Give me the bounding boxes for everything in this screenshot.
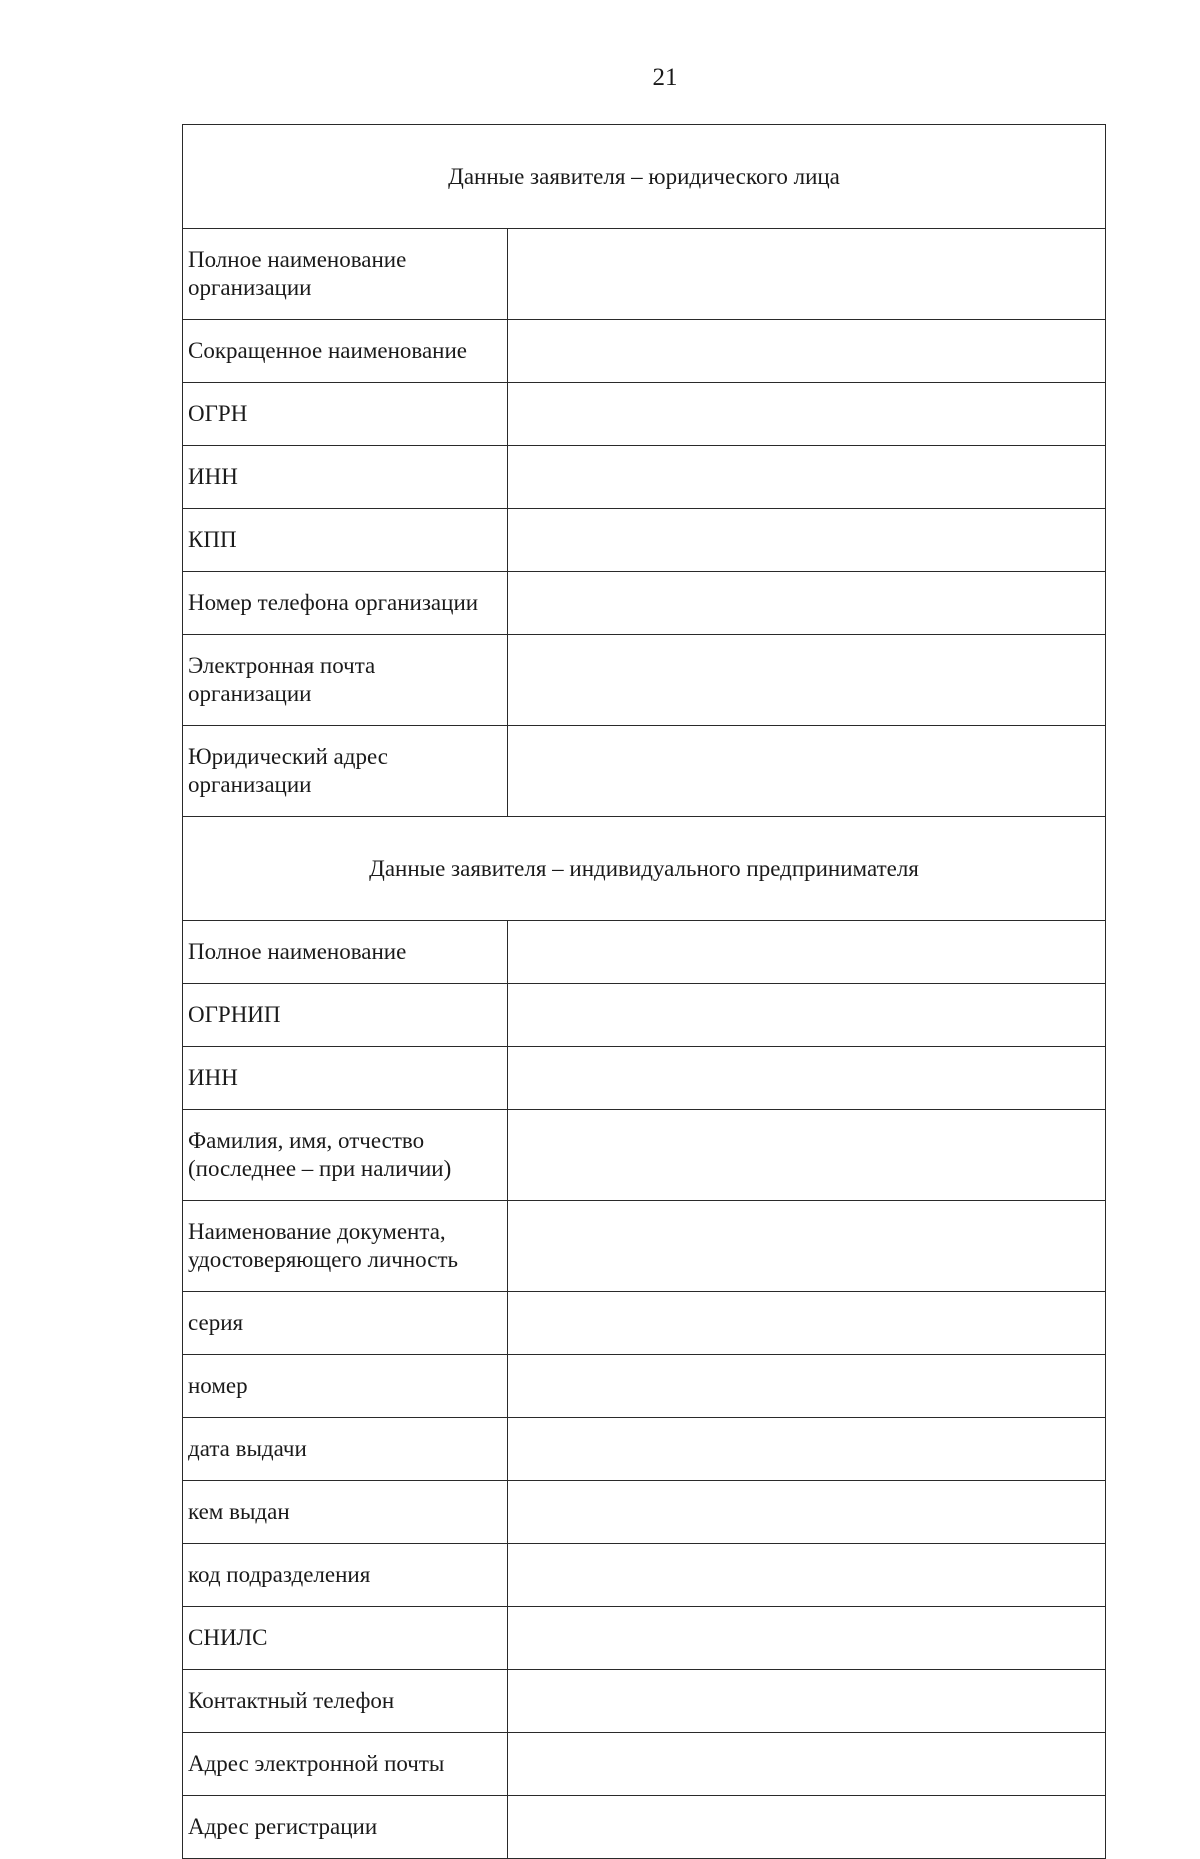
field-label: код подразделения xyxy=(183,1544,508,1607)
field-label: ОГРНИП xyxy=(183,984,508,1047)
field-label: КПП xyxy=(183,509,508,572)
field-label: Адрес регистрации xyxy=(183,1796,508,1859)
form-row xyxy=(183,1607,1106,1670)
field-label: дата выдачи xyxy=(183,1418,508,1481)
field-value-cell[interactable] xyxy=(508,726,1106,817)
field-value-cell[interactable] xyxy=(508,1670,1106,1733)
form-row xyxy=(183,984,1106,1047)
field-label: СНИЛС xyxy=(183,1607,508,1670)
field-label: Адрес электронной почты xyxy=(183,1733,508,1796)
field-value-cell[interactable] xyxy=(508,572,1106,635)
field-value-cell[interactable] xyxy=(508,635,1106,726)
page-number: 21 xyxy=(652,64,678,91)
field-value-cell[interactable] xyxy=(508,320,1106,383)
form-row xyxy=(183,1201,1106,1292)
field-value-cell[interactable] xyxy=(508,1418,1106,1481)
section-header xyxy=(183,817,1106,921)
field-value-cell[interactable] xyxy=(508,1110,1106,1201)
field-label: ОГРН xyxy=(183,383,508,446)
field-label: Номер телефона организации xyxy=(183,572,508,635)
field-value-cell[interactable] xyxy=(508,1544,1106,1607)
section-title: Данные заявителя – юридического лица xyxy=(183,125,1106,229)
field-value-cell[interactable] xyxy=(508,1481,1106,1544)
field-label: Наименование документа, удостоверяющего личность xyxy=(183,1201,508,1292)
field-label: Сокращенное наименование xyxy=(183,320,508,383)
form-body xyxy=(183,125,1106,1859)
field-value-cell[interactable] xyxy=(508,921,1106,984)
form-row xyxy=(183,1355,1106,1418)
form-row xyxy=(183,1670,1106,1733)
form-row xyxy=(183,320,1106,383)
field-value-cell[interactable] xyxy=(508,1796,1106,1859)
section-title: Данные заявителя – индивидуального предпринимателя xyxy=(183,817,1106,921)
form-row xyxy=(183,1481,1106,1544)
field-label: серия xyxy=(183,1292,508,1355)
field-value-cell[interactable] xyxy=(508,1733,1106,1796)
form-row xyxy=(183,921,1106,984)
field-label: кем выдан xyxy=(183,1481,508,1544)
field-value-cell[interactable] xyxy=(508,984,1106,1047)
field-label: ИНН xyxy=(183,446,508,509)
field-value-cell[interactable] xyxy=(508,1607,1106,1670)
form-row xyxy=(183,1110,1106,1201)
field-value-cell[interactable] xyxy=(508,1355,1106,1418)
field-value-cell[interactable] xyxy=(508,509,1106,572)
form-row xyxy=(183,383,1106,446)
form-row xyxy=(183,446,1106,509)
applicant-form-table xyxy=(182,124,1106,1859)
field-label: Юридический адрес организации xyxy=(183,726,508,817)
field-label: номер xyxy=(183,1355,508,1418)
field-label: Фамилия, имя, отчество (последнее – при наличии) xyxy=(183,1110,508,1201)
field-label: Электронная почта организации xyxy=(183,635,508,726)
field-value-cell[interactable] xyxy=(508,383,1106,446)
field-value-cell[interactable] xyxy=(508,1047,1106,1110)
form-row xyxy=(183,1796,1106,1859)
field-value-cell[interactable] xyxy=(508,1292,1106,1355)
form-row xyxy=(183,1418,1106,1481)
section-header xyxy=(183,125,1106,229)
form-row xyxy=(183,1292,1106,1355)
form-row xyxy=(183,229,1106,320)
form-row xyxy=(183,1047,1106,1110)
form-row xyxy=(183,1544,1106,1607)
form-row xyxy=(183,1733,1106,1796)
form-row xyxy=(183,572,1106,635)
form-row xyxy=(183,635,1106,726)
field-label: Полное наименование xyxy=(183,921,508,984)
field-label: Полное наименование организации xyxy=(183,229,508,320)
form-row xyxy=(183,509,1106,572)
form-row xyxy=(183,726,1106,817)
field-label: ИНН xyxy=(183,1047,508,1110)
field-label: Контактный телефон xyxy=(183,1670,508,1733)
field-value-cell[interactable] xyxy=(508,1201,1106,1292)
field-value-cell[interactable] xyxy=(508,229,1106,320)
field-value-cell[interactable] xyxy=(508,446,1106,509)
